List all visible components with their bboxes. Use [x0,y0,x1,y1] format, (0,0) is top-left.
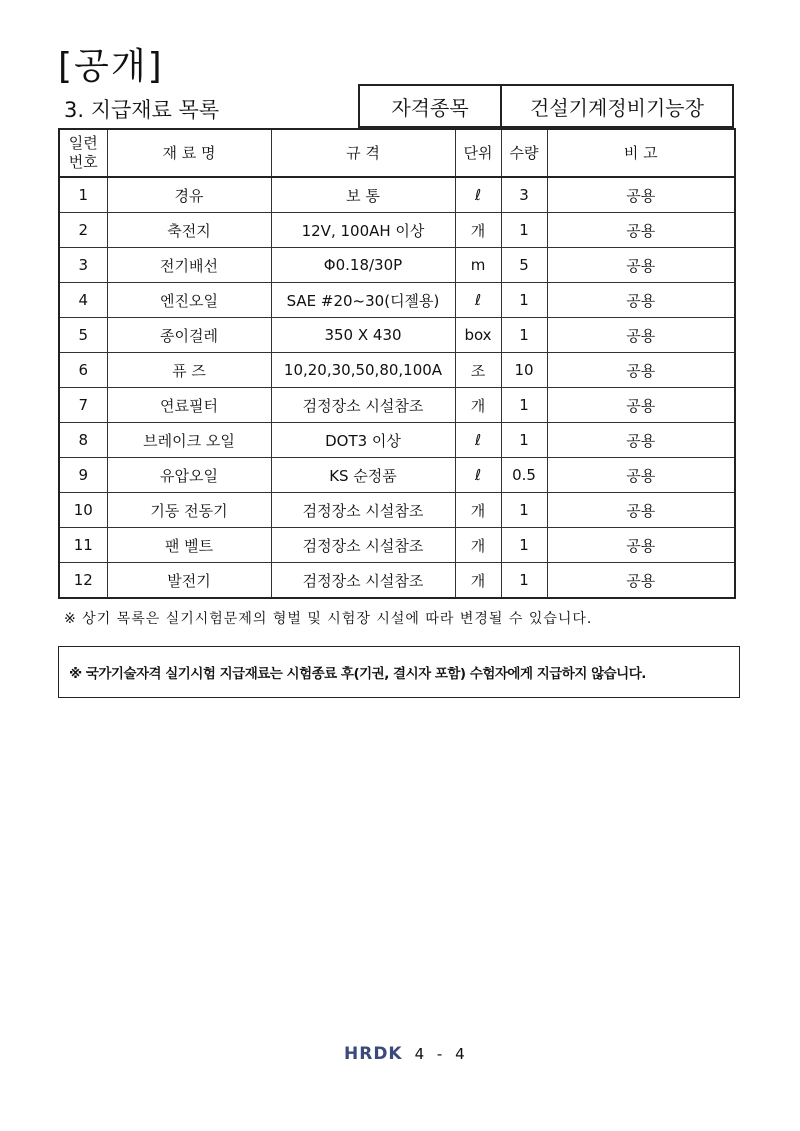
serial-no-cell: 5 [59,318,107,353]
serial-no-cell: 12 [59,563,107,599]
material-name-cell: 브레이크 오일 [107,423,271,458]
materials-table [58,128,736,599]
unit-cell: 개 [455,388,501,423]
unit-cell: 조 [455,353,501,388]
qty-cell: 1 [501,283,547,318]
unit-cell: ℓ [455,283,501,318]
header-spec: 규 격 [271,129,455,177]
unit-cell: 개 [455,528,501,563]
spec-cell: Φ0.18/30P [271,248,455,283]
remarks-cell: 공용 [547,318,735,353]
spec-cell: 12V, 100AH 이상 [271,213,455,248]
unit-cell: 개 [455,563,501,599]
serial-no-cell: 8 [59,423,107,458]
unit-cell: ℓ [455,458,501,493]
remarks-cell: 공용 [547,248,735,283]
qualification-value: 건설기계정비기능장 [500,84,734,128]
spec-cell: 검정장소 시설참조 [271,563,455,599]
material-name-cell: 퓨 즈 [107,353,271,388]
page-number: 4 - 4 [414,1045,469,1063]
remarks-cell: 공용 [547,528,735,563]
footnote: ※ 상기 목록은 실기시험문제의 형벌 및 시험장 시설에 따라 변경될 수 있습니다. [64,611,593,627]
qty-cell: 1 [501,528,547,563]
spec-cell: 검정장소 시설참조 [271,388,455,423]
table-row [59,248,735,283]
spec-cell: 10,20,30,50,80,100A [271,353,455,388]
document-tag: [공개] [58,46,164,87]
material-name-cell: 기동 전동기 [107,493,271,528]
qualification-label: 자격종목 [358,84,502,128]
header-qty: 수량 [501,129,547,177]
material-name-cell: 전기배선 [107,248,271,283]
qty-cell: 1 [501,213,547,248]
material-name-cell: 발전기 [107,563,271,599]
unit-cell: box [455,318,501,353]
serial-no-cell: 1 [59,177,107,213]
serial-no-cell: 10 [59,493,107,528]
qty-cell: 1 [501,493,547,528]
remarks-cell: 공용 [547,283,735,318]
page-footer [344,1044,469,1064]
unit-cell: ℓ [455,423,501,458]
serial-no-cell: 2 [59,213,107,248]
unit-cell: ℓ [455,177,501,213]
qty-cell: 10 [501,353,547,388]
header-unit: 단위 [455,129,501,177]
serial-no-cell: 6 [59,353,107,388]
material-name-cell: 유압오일 [107,458,271,493]
qty-cell: 1 [501,563,547,599]
material-name-cell: 팬 벨트 [107,528,271,563]
unit-cell: 개 [455,213,501,248]
qty-cell: 5 [501,248,547,283]
table-row [59,493,735,528]
qty-cell: 3 [501,177,547,213]
serial-no-cell: 3 [59,248,107,283]
serial-no-cell: 11 [59,528,107,563]
material-name-cell: 연료필터 [107,388,271,423]
material-name-cell: 경유 [107,177,271,213]
spec-cell: SAE #20~30(디젤용) [271,283,455,318]
spec-cell: 검정장소 시설참조 [271,493,455,528]
remarks-cell: 공용 [547,563,735,599]
material-name-cell: 엔진오일 [107,283,271,318]
spec-cell: 보 통 [271,177,455,213]
table-header-row [59,129,735,177]
remarks-cell: 공용 [547,423,735,458]
section-header [58,84,734,128]
qty-cell: 1 [501,423,547,458]
serial-no-cell: 9 [59,458,107,493]
unit-cell: m [455,248,501,283]
remarks-cell: 공용 [547,493,735,528]
remarks-cell: 공용 [547,388,735,423]
table-row [59,388,735,423]
section-title: 3. 지급재료 목록 [64,98,220,122]
qty-cell: 1 [501,388,547,423]
header-serial-no: 일련 번호 [59,129,107,177]
unit-cell: 개 [455,493,501,528]
hrdk-logo: HRDK [344,1044,403,1064]
remarks-cell: 공용 [547,458,735,493]
table-row [59,318,735,353]
spec-cell: DOT3 이상 [271,423,455,458]
material-name-cell: 축전지 [107,213,271,248]
header-material-name: 재 료 명 [107,129,271,177]
serial-no-cell: 4 [59,283,107,318]
spec-cell: 350 X 430 [271,318,455,353]
remarks-cell: 공용 [547,213,735,248]
table-row [59,353,735,388]
remarks-cell: 공용 [547,177,735,213]
qty-cell: 0.5 [501,458,547,493]
spec-cell: 검정장소 시설참조 [271,528,455,563]
qty-cell: 1 [501,318,547,353]
table-row [59,177,735,213]
table-row [59,283,735,318]
serial-no-cell: 7 [59,388,107,423]
remarks-cell: 공용 [547,353,735,388]
table-row [59,528,735,563]
spec-cell: KS 순정품 [271,458,455,493]
table-row [59,423,735,458]
header-remarks: 비 고 [547,129,735,177]
material-name-cell: 종이걸레 [107,318,271,353]
table-row [59,213,735,248]
table-row [59,458,735,493]
notice-box: ※ 국가기술자격 실기시험 지급재료는 시험종료 후(기권, 결시자 포함) 수험자에게 지급하지 않습니다. [58,646,740,698]
table-row [59,563,735,599]
